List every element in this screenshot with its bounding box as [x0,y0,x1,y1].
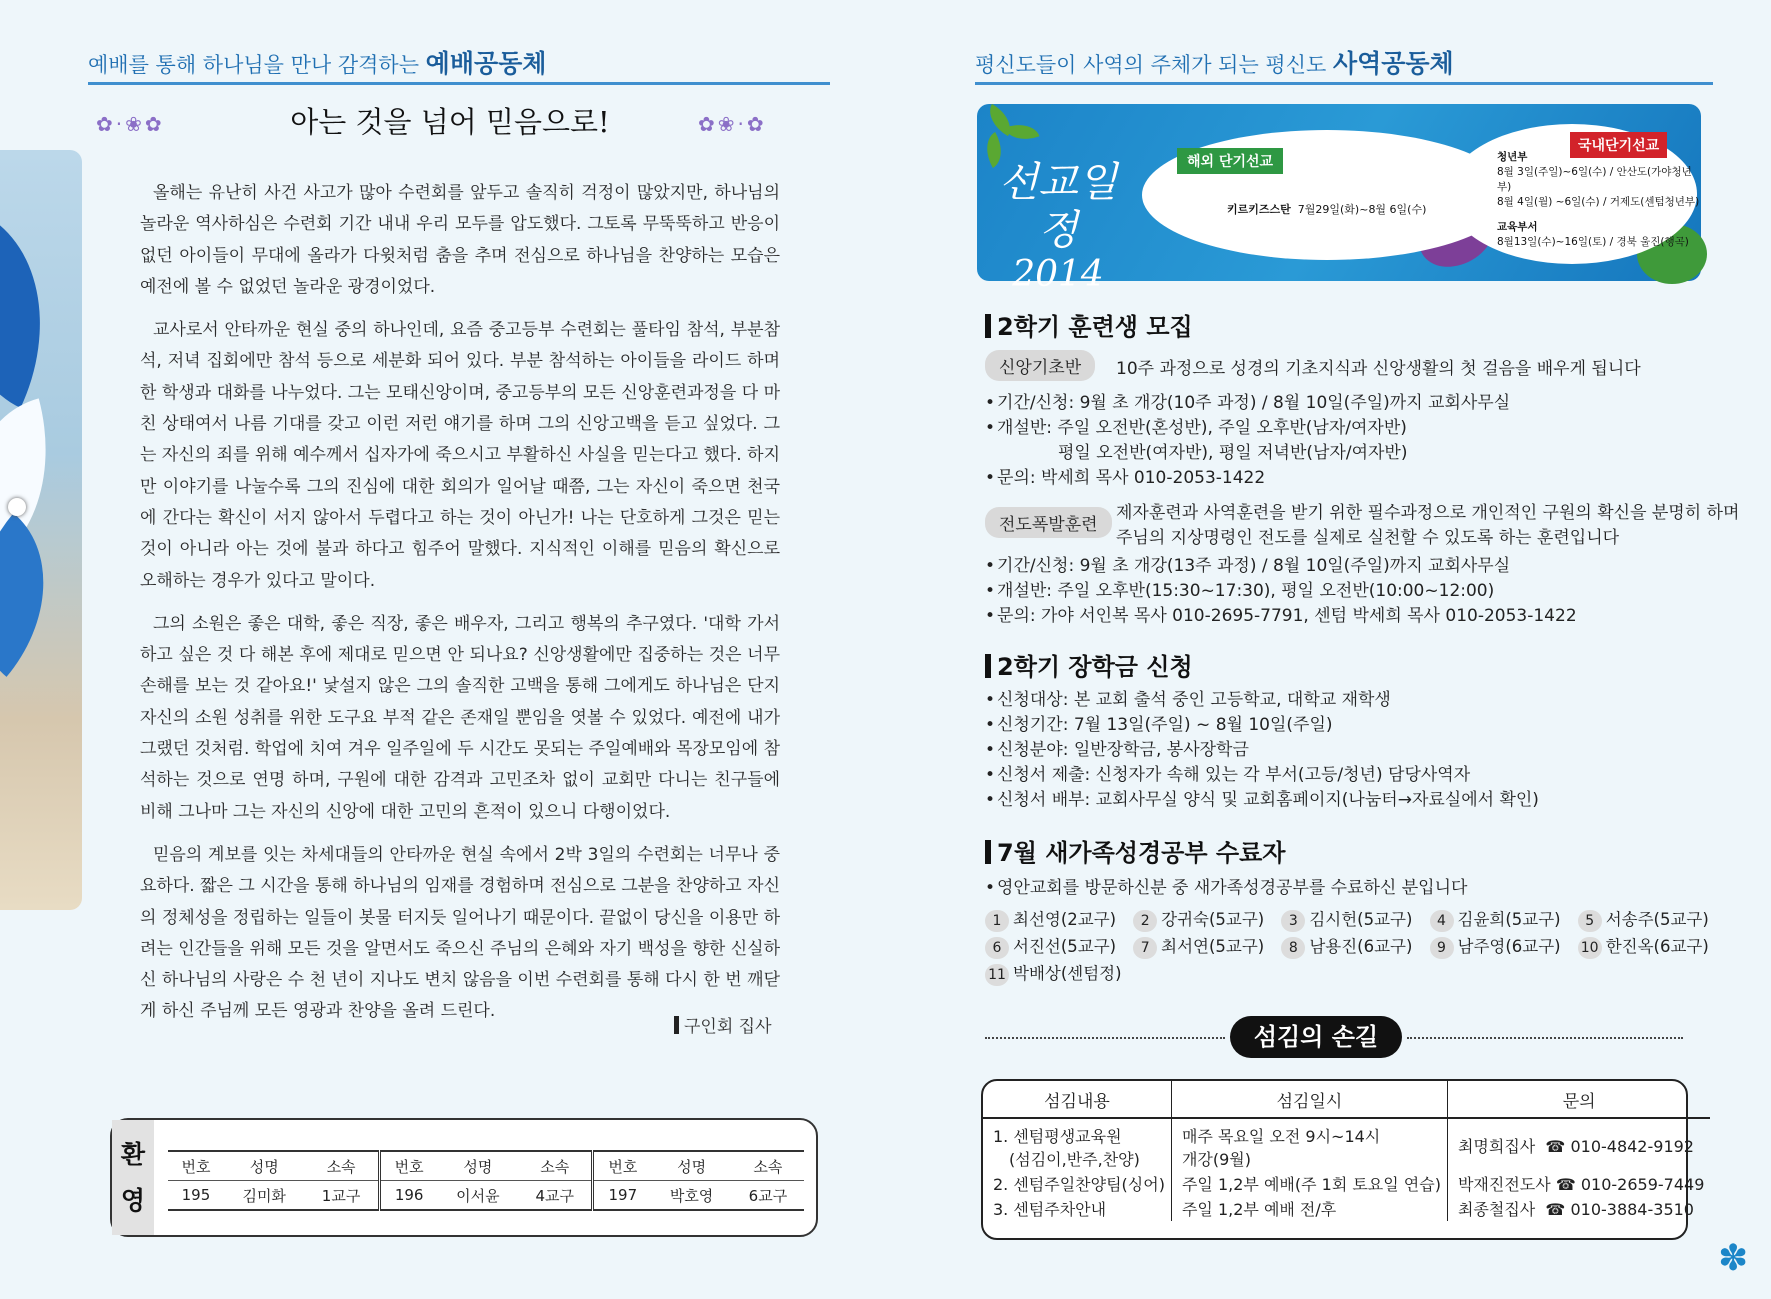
graduate-number: 10 [1578,937,1602,959]
left-section-header-text: 예배를 통해 하나님을 만나 감격하는 [88,53,426,77]
graduate-name: 한진옥(6교구) [1605,937,1709,956]
basics-classes: • 개설반: 주일 오전반(혼성반), 주일 오후반(남자/여자반) [985,413,1407,438]
essay-body [140,178,780,1040]
graduates-row [985,933,1709,960]
col-name-header: 성명 [651,1151,732,1181]
welcome-name: 이서윤 [438,1181,519,1211]
welcome-label [112,1120,154,1235]
graduate [1578,906,1709,932]
col-name-header: 성명 [224,1151,305,1181]
col-num-header: 번호 [593,1151,651,1181]
welcome-num: 196 [379,1181,437,1211]
graduate-number: 2 [1133,910,1157,932]
graduate [1281,906,1412,932]
essay-paragraph: 믿음의 계보를 잇는 차세대들의 안타까운 현실 속에서 2박 3일의 수련회는 너무나 중요하다. 짧은 그 시간을 통해 하나님의 임재를 경험하며 전심으로 그분을 찬양하고 자신의 정체성을 정립하는 일들이 봇물 터지듯 일어나기 때문이다. 끝없이 당신을 이용만 하려는 인간들을 위해 모든 것을 알면서도 죽으신 주님의 은혜와 자기 백성을 향한 신실하신 하나님의 사랑은 수 천 년이 지나도 변치 않음을 이번 수련회를 통해 다시 한 번 깨닫게 하신 주님께 모든 영광과 찬양을 올려 드린다. [140,844,780,1022]
graduates-row [985,960,1685,987]
domestic-mission-info [1497,150,1701,250]
service-when [1171,1171,1447,1196]
graduate-name: 김시헌(5교구) [1309,910,1413,929]
graduate [1430,906,1561,932]
graduate [985,933,1116,959]
scholarship-item: • 신청서 배부: 교회사무실 양식 및 교회홈페이지(나눔터→자료실에서 확인) [985,785,1539,810]
service-row [983,1118,1710,1171]
phone-icon: ☎ [1545,1137,1566,1156]
scholarship-item: • 신청분야: 일반장학금, 봉사장학금 [985,735,1249,760]
pinwheel-photo [0,150,82,910]
graduate-number: 8 [1281,937,1305,959]
service-col-when: 섬김일시 [1171,1081,1447,1118]
essay-title: 아는 것을 넘어 믿음으로! [290,105,610,139]
contact-name: 최종철집사 [1457,1200,1536,1219]
phone-icon: ☎ [1545,1200,1566,1219]
graduate-name: 서진선(5교구) [1013,937,1117,956]
service-what-line: (섬김이,반주,찬양) [1009,1150,1140,1169]
leaf-icon [1004,117,1039,146]
graduate [1133,933,1264,959]
basics-classes-2: 평일 오전반(여자반), 평일 저녁반(남자/여자반) [1058,443,1408,463]
essay-paragraph: 그의 소원은 좋은 대학, 좋은 직장, 좋은 배우자, 그리고 행복의 추구였다. '대학 가서 하고 싶은 것 다 해본 후에 제대로 믿으면 안 되나요? 신앙생활에만 집중하는 것은 너무 손해를 보는 것 같아요!' 낯설지 않은 그의 솔직한 고백을 통해 그에게도 하나님은 단지 자신의 소원 성취를 위한 도구요 부적 같은 존재일 뿐임을 엿볼 수 있었다. 예전에 내가 그랬던 것처럼. 학업에 치여 겨우 일주일에 두 시간도 못되는 주일예배와 목장모임에 참석하는 것으로 연명 하며, 구원에 대한 감격과 고민조차 없이 교회만 다니는 친구들에 비해 그나마 그는 자신의 신앙에 대한 고민의 흔적이 있으니 다행이었다. [140,613,780,822]
service-what [983,1171,1171,1196]
col-dept-header: 소속 [518,1151,593,1181]
essay-paragraph: 올해는 유난히 사건 사고가 많아 수련회를 앞두고 솔직히 걱정이 많았지만, 하나님의 놀라운 역사하심은 수련회 기간 내내 우리 모두를 압도했다. 그토록 무뚝뚝하고 반응이 없던 아이들이 무대에 올라가 다윗처럼 춤을 추며 전심으로 하나님을 찬양하는 모습은 예전에 볼 수 없었던 놀라운 광경이었다. [140,183,780,297]
flower-ornament-left-icon: ✿·❀✿ [96,112,165,136]
graduate-number: 3 [1281,910,1305,932]
basics-course-pill: 신앙기초반 [985,350,1095,381]
col-num-header: 번호 [379,1151,437,1181]
divider-left [985,1037,1225,1039]
overseas-place: 키르키즈스탄 [1227,203,1291,216]
graduate-name: 강귀숙(5교구) [1161,910,1265,929]
training-heading: 2학기 훈련생 모집 [985,307,1193,342]
service-when-line: 주일 1,2부 예배(주 1회 토요일 연습) [1181,1175,1441,1194]
graduate-number: 6 [985,937,1009,959]
overseas-mission-info [1227,201,1426,217]
graduate-number: 7 [1133,937,1157,959]
service-table-box [981,1079,1705,1240]
overseas-mission-tag: 해외 단기선교 [1177,148,1283,174]
welcome-name: 김미화 [224,1181,305,1211]
graduate-name: 서송주(5교구) [1605,910,1709,929]
service-table [983,1081,1710,1221]
service-contact [1447,1171,1710,1196]
mission-banner [977,104,1701,295]
graduate-number: 11 [985,964,1009,986]
basics-period: • 기간/신청: 9월 초 개강(10주 과정) / 8월 10일(주일)까지 교회사무실 [985,388,1510,413]
edu-label: 교육부서 [1497,221,1538,233]
welcome-dept: 6교구 [732,1181,804,1211]
service-what-line: 1. 센텀평생교육원 [993,1127,1122,1146]
right-section-header-bold: 사역공동체 [1332,49,1454,78]
graduate-name: 최선영(2교구) [1013,910,1117,929]
welcome-num: 195 [168,1181,224,1211]
youth-schedule: 8월 4일(월) ~6일(수) / 거제도(센텀청년부) [1497,196,1700,208]
evangelism-contact: • 문의: 가야 서인복 목사 010-2695-7791, 센텀 박세희 목사 010-2053-1422 [985,601,1577,626]
welcome-label-2: 영 [120,1185,146,1215]
service-row [983,1171,1710,1196]
scholarship-item: • 신청서 제출: 신청자가 속해 있는 각 부서(고등/청년) 담당사역자 [985,760,1470,785]
graduate [985,906,1116,932]
service-what [983,1196,1171,1221]
col-dept-header: 소속 [304,1151,379,1181]
service-when [1171,1196,1447,1221]
contact-name: 박재진전도사 [1457,1175,1551,1194]
essay-paragraph: 교사로서 안타까운 현실 중의 하나인데, 요즘 중고등부 수련회는 풀타임 참석, 부분참석, 저녁 집회에만 참석 등으로 세분화 되어 있다. 부분 참석하는 아이들을 라이드 하며 한 학생과 대화를 나누었다. 그는 모태신앙이며, 중고등부의 모든 신앙훈련과정을 다 마친 상태여서 나름 기대를 갖고 이런 저런 얘기를 하며 그의 신앙고백을 듣고 싶었다. 그는 자신의 죄를 위해 예수께서 십자가에 죽으시고 부활하신 사실을 믿는다고 했다. 하지만 이야기를 나눌수록 그의 진심에 대한 회의가 일어날 때쯤, 그는 자신이 죽으면 천국에 간다는 확신이 서지 않아서 두렵다고 하는 것이 아닌가! 나는 단호하게 그것은 믿는 것이 아니라 아는 것에 불과 하다고 힘주어 말했다. 지식적인 이해를 믿음의 확신으로 오해하는 경우가 있다고 말이다. [140,320,780,591]
evangelism-course-pill: 전도폭발훈련 [985,507,1112,538]
col-name-header: 성명 [438,1151,519,1181]
graduate-name: 박배상(센텀정) [1013,964,1122,983]
col-num-header: 번호 [168,1151,224,1181]
graduate-number: 4 [1430,910,1454,932]
basics-course-desc: 10주 과정으로 성경의 기초지식과 신앙생활의 첫 걸음을 배우게 됩니다 [1116,359,1641,379]
welcome-dept: 4교구 [518,1181,593,1211]
right-section-header [975,44,1454,80]
service-when-line: 매주 목요일 오전 9시~14시 [1181,1127,1381,1146]
service-when-line: 주일 1,2부 예배 전/후 [1181,1200,1337,1219]
welcome-dept: 1교구 [304,1181,379,1211]
service-title: 섬김의 손길 [1230,1016,1402,1058]
graduate-name: 김윤희(5교구) [1457,910,1561,929]
service-row [983,1196,1710,1221]
evangelism-classes: • 개설반: 주일 오후반(15:30~17:30), 평일 오전반(10:00~12:00) [985,576,1494,601]
scholarship-heading: 2학기 장학금 신청 [985,647,1193,682]
divider-right [1407,1037,1683,1039]
banner-title [983,158,1133,296]
graduate [1133,906,1264,932]
welcome-label-1: 환 [120,1139,146,1169]
graduate [1578,933,1709,959]
left-section-header [88,44,546,80]
graduate-number: 1 [985,910,1009,932]
graduate [1281,933,1412,959]
graduate [1430,933,1561,959]
contact-phone: 010-3884-3510 [1570,1200,1694,1219]
evangelism-desc: 제자훈련과 사역훈련을 받기 위한 필수과정으로 개인적인 구원의 확신을 분명히 하며 [1116,503,1740,523]
banner-title-main: 선교일정 [998,158,1118,254]
evangelism-desc: 주님의 지상명령인 전도를 실제로 실천할 수 있도록 하는 훈련입니다 [1116,528,1620,548]
contact-phone: 010-4842-9192 [1570,1137,1694,1156]
service-what-line: 3. 센텀주차안내 [993,1200,1107,1219]
scholarship-item: • 신청기간: 7월 13일(주일) ~ 8월 10일(주일) [985,710,1333,735]
service-what-line: 2. 센텀주일찬양팀(싱어) [993,1175,1165,1194]
right-header-rule [975,82,1713,85]
domestic-mission-tag: 국내단기선교 [1570,132,1667,158]
flower-ornament-right-icon: ✿❀·✿ [698,112,767,136]
graduate-name: 최서연(5교구) [1161,937,1265,956]
flower-logo-icon: ✽ [1718,1238,1749,1279]
graduate-number: 9 [1430,937,1454,959]
banner-title-year: 2014 [1012,254,1104,295]
scholarship-item: • 신청대상: 본 교회 출석 중인 고등학교, 대학교 재학생 [985,685,1391,710]
service-contact [1447,1196,1710,1221]
basics-contact: • 문의: 박세희 목사 010-2053-1422 [985,463,1265,488]
service-contact [1447,1118,1710,1171]
evangelism-period: • 기간/신청: 9월 초 개강(13주 과정) / 8월 10일(주일)까지 교회사무실 [985,551,1510,576]
left-header-rule [88,82,830,85]
left-section-header-bold: 예배공동체 [425,49,547,78]
youth-schedule: 8월 3일(주일)~6일(수) / 안산도(가야청년부) [1497,166,1692,193]
welcome-name: 박호영 [651,1181,732,1211]
welcome-table [168,1150,804,1211]
graduates-intro: • 영안교회를 방문하신분 중 새가족성경공부를 수료하신 분입니다 [985,873,1467,898]
service-col-contact: 문의 [1447,1081,1710,1118]
right-section-header-text: 평신도들이 사역의 주체가 되는 평신도 [975,53,1333,77]
graduate-number: 5 [1578,910,1602,932]
graduate-name: 남주영(6교구) [1457,937,1561,956]
welcome-box [110,1118,818,1237]
col-dept-header: 소속 [732,1151,804,1181]
welcome-num: 197 [593,1181,651,1211]
service-col-what: 섬김내용 [983,1081,1171,1118]
essay-author: 구인회 집사 [674,1012,772,1037]
graduate [985,960,1122,986]
graduates-heading: 7월 새가족성경공부 수료자 [985,833,1285,868]
graduate-name: 남용진(6교구) [1309,937,1413,956]
youth-label: 청년부 [1497,151,1528,163]
contact-name: 최명희집사 [1457,1137,1536,1156]
service-when [1171,1118,1447,1171]
phone-icon: ☎ [1555,1175,1576,1194]
service-what [983,1118,1171,1171]
contact-phone: 010-2659-7449 [1580,1175,1705,1194]
graduates-list [985,906,1709,987]
graduates-row [985,906,1709,933]
edu-schedule: 8월13일(수)~16일(토) / 경북 울진(행곡) [1497,236,1689,248]
overseas-date: 7월29일(화)~8월 6일(수) [1297,203,1427,216]
service-when-line: 개강(9월) [1181,1150,1251,1169]
